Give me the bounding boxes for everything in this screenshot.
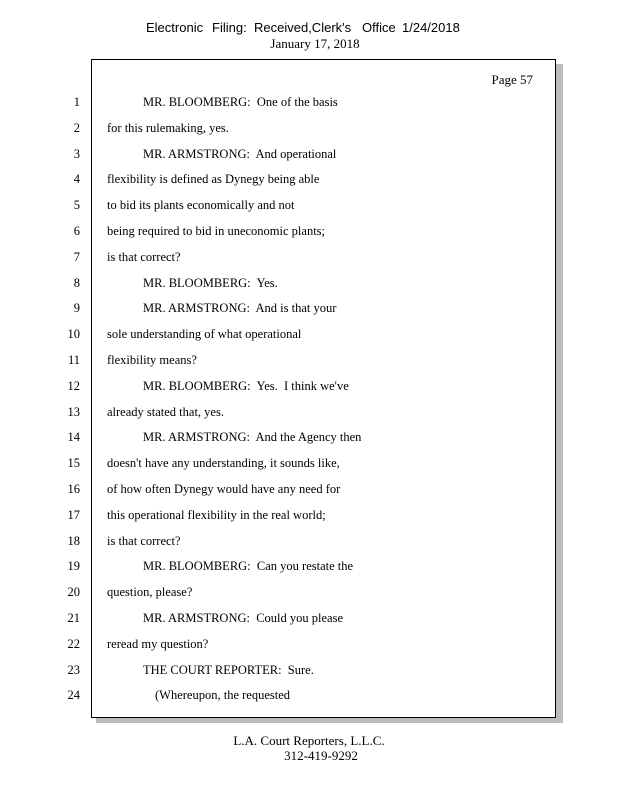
- line-text: MR. BLOOMBERG: Yes. I think we've: [143, 378, 349, 393]
- transcript-line: [0, 222, 618, 240]
- transcript-line: [0, 506, 618, 524]
- line-number: 18: [67, 533, 80, 548]
- line-text: question, please?: [107, 585, 193, 600]
- line-text: already stated that, yes.: [107, 404, 224, 419]
- stamp-filing: Filing:: [212, 20, 247, 35]
- line-number: 8: [73, 275, 80, 290]
- line-number: 22: [67, 636, 80, 651]
- line-text: MR. ARMSTRONG: And operational: [143, 146, 337, 161]
- line-text: is that correct?: [107, 249, 181, 264]
- transcript-line: [0, 196, 618, 214]
- footer-company: L.A. Court Reporters, L.L.C.: [233, 733, 385, 748]
- transcript-line: [0, 557, 618, 575]
- line-number: 14: [67, 430, 80, 445]
- line-text: being required to bid in uneconomic plants;: [107, 224, 326, 238]
- transcript-line: [0, 454, 618, 472]
- hearing-date: January 17, 2018: [270, 36, 360, 51]
- transcript-line: [0, 635, 618, 653]
- line-number: 15: [67, 456, 80, 471]
- line-number: 1: [73, 95, 80, 109]
- line-number: 16: [67, 482, 80, 496]
- transcript-line: [0, 248, 618, 266]
- line-number: 23: [67, 662, 80, 677]
- line-text: of how often Dynegy would have any need for: [107, 482, 341, 496]
- transcript-line: [0, 119, 618, 137]
- stamp-received: Received,Clerk's: [254, 20, 352, 35]
- transcript-line: [0, 403, 618, 421]
- line-number: 10: [67, 327, 80, 342]
- line-number: 9: [73, 301, 80, 316]
- footer-phone: 312-419-9292: [284, 748, 358, 763]
- line-text: for this rulemaking, yes.: [107, 120, 229, 135]
- line-text: doesn't have any understanding, it sounds like,: [107, 456, 340, 471]
- line-number: 3: [73, 146, 80, 161]
- line-text: this operational flexibility in the real world;: [107, 507, 326, 522]
- stamp-filed-date: 1/24/2018: [402, 20, 460, 35]
- transcript-line: [0, 583, 618, 601]
- transcript-line: [0, 609, 618, 627]
- transcript-line: [0, 428, 618, 446]
- transcript-line: [0, 661, 618, 679]
- line-text: MR. BLOOMBERG: One of the basis: [143, 95, 338, 109]
- line-number: 24: [67, 688, 80, 703]
- page-number: Page 57: [491, 72, 533, 87]
- line-text: reread my question?: [107, 636, 209, 651]
- line-number: 19: [67, 559, 80, 574]
- transcript-line: [0, 274, 618, 292]
- transcript-line: [0, 145, 618, 163]
- line-text: MR. BLOOMBERG: Can you restate the: [143, 559, 354, 574]
- transcript-line: [0, 480, 618, 498]
- transcript-line: [0, 686, 618, 704]
- line-number: 13: [67, 404, 80, 419]
- line-number: 5: [73, 198, 80, 213]
- transcript-line: [0, 299, 618, 317]
- line-text: MR. ARMSTRONG: And the Agency then: [143, 430, 362, 445]
- stamp-electronic: Electronic: [146, 20, 204, 35]
- line-text: THE COURT REPORTER: Sure.: [143, 662, 314, 677]
- line-number: 17: [67, 507, 80, 522]
- line-number: 4: [73, 172, 80, 187]
- line-number: 7: [73, 249, 80, 264]
- line-text: is that correct?: [107, 533, 181, 548]
- line-number: 21: [67, 611, 80, 625]
- line-text: (Whereupon, the requested: [155, 688, 291, 703]
- line-text: MR. ARMSTRONG: Could you please: [143, 611, 344, 625]
- line-number: 11: [67, 353, 80, 367]
- transcript-line: [0, 532, 618, 550]
- line-text: MR. ARMSTRONG: And is that your: [143, 301, 337, 316]
- line-text: sole understanding of what operational: [107, 327, 302, 342]
- line-text: MR. BLOOMBERG: Yes.: [143, 275, 278, 290]
- transcript-line: [0, 93, 618, 111]
- transcript-line: [0, 351, 618, 369]
- line-text: flexibility is defined as Dynegy being able: [107, 172, 320, 187]
- stamp-office: Office: [362, 20, 396, 35]
- transcript-line: [0, 325, 618, 343]
- transcript-line: [0, 377, 618, 395]
- line-number: 2: [73, 120, 80, 135]
- line-text: to bid its plants economically and not: [107, 198, 295, 213]
- line-number: 12: [67, 378, 80, 393]
- line-number: 6: [73, 224, 80, 238]
- line-text: flexibility means?: [107, 353, 197, 367]
- line-number: 20: [67, 585, 80, 600]
- transcript-line: [0, 170, 618, 188]
